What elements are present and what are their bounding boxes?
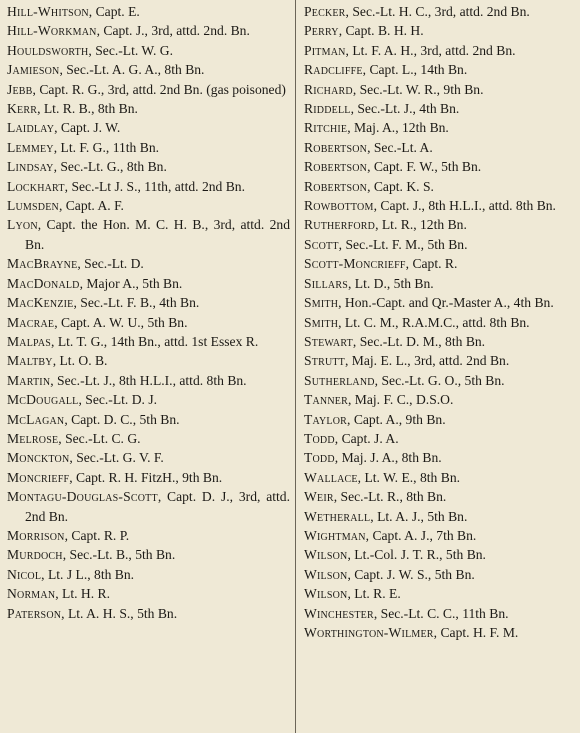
right-column xyxy=(304,2,577,642)
list-entry xyxy=(7,177,290,196)
entry-surname: Martin xyxy=(7,372,51,388)
entry-surname: Stewart xyxy=(304,333,353,349)
entry-detail: , Lt. C. M., R.A.M.C., attd. 8th Bn. xyxy=(338,314,530,330)
entry-detail: , Capt. A. J., 7th Bn. xyxy=(365,527,477,543)
list-entry xyxy=(304,2,577,21)
entry-surname: Laidlay xyxy=(7,120,55,136)
entry-detail: , Lt. F. A. H., 3rd, attd. 2nd Bn. xyxy=(345,42,516,58)
entry-detail: , Capt. J. W. S., 5th Bn. xyxy=(347,566,475,582)
entry-surname: Wilson xyxy=(304,566,348,582)
entry-detail: , Sec.-Lt. A. G. A., 8th Bn. xyxy=(59,62,205,78)
list-entry xyxy=(7,448,290,467)
entry-surname: Wilson xyxy=(304,586,348,602)
entry-surname: Monckton xyxy=(7,450,70,466)
list-entry xyxy=(7,526,290,545)
entry-surname: Scott xyxy=(304,236,339,252)
list-entry xyxy=(7,565,290,584)
entry-surname: Ritchie xyxy=(304,120,348,136)
entry-surname: Murdoch xyxy=(7,547,63,563)
entry-surname: Hill-Whitson xyxy=(7,4,89,19)
entry-surname: Weir xyxy=(304,489,334,505)
entry-detail: , Sec.-Lt. A. xyxy=(367,139,433,155)
entry-surname: McDougall xyxy=(7,392,79,408)
entry-detail: , Capt. B. H. H. xyxy=(338,23,424,39)
list-entry xyxy=(7,545,290,564)
list-entry xyxy=(7,99,290,118)
entry-surname: Wetherall xyxy=(304,508,371,524)
list-entry xyxy=(304,293,577,312)
entry-detail: , Capt. J., 8th H.L.I., attd. 8th Bn. xyxy=(373,198,556,214)
list-entry xyxy=(7,80,290,99)
entry-surname: Wightman xyxy=(304,527,366,543)
list-entry xyxy=(7,274,290,293)
entry-detail: , Sec.-Lt. B., 5th Bn. xyxy=(62,547,176,563)
entry-surname: Montagu-Douglas-Scott xyxy=(7,489,158,505)
list-entry xyxy=(304,196,577,215)
entry-surname: McLagan xyxy=(7,411,65,427)
entry-surname: Rutherford xyxy=(304,217,376,233)
list-entry xyxy=(304,623,577,642)
list-entry xyxy=(7,332,290,351)
list-entry xyxy=(7,41,290,60)
entry-surname: Riddell xyxy=(304,101,351,117)
entry-detail: , Sec.-Lt J. S., 11th, attd. 2nd Bn. xyxy=(64,178,246,194)
list-entry xyxy=(304,60,577,79)
entry-detail: , Lt.-Col. J. T. R., 5th Bn. xyxy=(347,547,486,563)
entry-surname: MacBrayne xyxy=(7,256,78,272)
entry-surname: Scott-Moncrieff xyxy=(304,256,406,272)
entry-surname: Lyon xyxy=(7,217,38,233)
entry-detail: , Capt. E. xyxy=(88,4,140,19)
entry-surname: Hill-Workman xyxy=(7,23,97,39)
entry-detail: , Sec.-Lt. D. xyxy=(77,256,144,272)
entry-surname: Malpas xyxy=(7,333,52,349)
entry-detail: , Maj. E. L., 3rd, attd. 2nd Bn. xyxy=(344,353,510,369)
entry-detail: , Major A., 5th Bn. xyxy=(79,275,183,291)
entry-surname: Perry xyxy=(304,23,339,39)
entry-surname: Houldsworth xyxy=(7,42,89,58)
entry-surname: Winchester xyxy=(304,605,374,621)
entry-surname: MacKenzie xyxy=(7,295,74,311)
list-entry xyxy=(304,526,577,545)
entry-surname: MacDonald xyxy=(7,275,80,291)
entry-detail: , Lt. R. E. xyxy=(347,586,401,602)
list-entry xyxy=(304,235,577,254)
entry-surname: Pitman xyxy=(304,42,346,58)
entry-detail: , Sec.-Lt. J., 4th Bn. xyxy=(350,101,460,117)
list-entry xyxy=(7,215,290,254)
list-entry xyxy=(7,157,290,176)
entry-detail: , Lt. R. B., 8th Bn. xyxy=(37,101,138,117)
entry-detail: , Lt. O. B. xyxy=(52,353,108,369)
list-entry xyxy=(304,332,577,351)
list-entry xyxy=(304,604,577,623)
entry-detail: , Capt. H. F. M. xyxy=(433,625,519,640)
entry-surname: Norman xyxy=(7,586,56,602)
entry-surname: Nicol xyxy=(7,566,42,582)
entry-detail: , Lt. A. J., 5th Bn. xyxy=(370,508,468,524)
entry-surname: Worthington-Wilmer xyxy=(304,625,434,640)
entry-detail: , Capt. L., 14th Bn. xyxy=(362,62,468,78)
entry-surname: Todd xyxy=(304,430,335,446)
entry-detail: , Lt. A. H. S., 5th Bn. xyxy=(61,605,178,621)
entry-surname: Kerr xyxy=(7,101,38,117)
entry-surname: Tanner xyxy=(304,392,348,408)
list-entry xyxy=(7,2,290,21)
entry-detail: , Sec.-Lt. G., 8th Bn. xyxy=(53,159,167,175)
entry-detail: , Capt. A. W. U., 5th Bn. xyxy=(54,314,188,330)
entry-detail: , Sec.-Lt. D. M., 8th Bn. xyxy=(352,333,486,349)
entry-surname: Macrae xyxy=(7,314,55,330)
list-entry xyxy=(304,80,577,99)
list-entry xyxy=(304,177,577,196)
list-entry xyxy=(304,21,577,40)
list-entry xyxy=(7,390,290,409)
entry-detail: , Capt. R. G., 3rd, attd. 2nd Bn. (gas poisoned) xyxy=(32,81,286,97)
entry-surname: Paterson xyxy=(7,605,62,621)
entry-surname: Smith xyxy=(304,295,339,311)
entry-detail: , Sec.-Lt. D. J. xyxy=(78,392,158,408)
entry-surname: Wilson xyxy=(304,547,348,563)
entry-detail: , Maj. A., 12th Bn. xyxy=(347,120,449,136)
list-entry xyxy=(7,293,290,312)
entry-surname: Rowbottom xyxy=(304,198,374,214)
list-entry xyxy=(7,313,290,332)
entry-detail: , Capt. D. J., 3rd, attd. 2nd Bn. xyxy=(25,489,290,524)
entry-surname: Robertson xyxy=(304,178,368,194)
list-entry xyxy=(304,545,577,564)
entry-surname: Sillars xyxy=(304,275,348,291)
list-entry xyxy=(304,41,577,60)
entry-detail: , Maj. F. C., D.S.O. xyxy=(347,392,454,408)
entry-surname: Lindsay xyxy=(7,159,54,175)
list-entry xyxy=(304,157,577,176)
entry-detail: , Capt. the Hon. M. C. H. B., 3rd, attd. 2nd Bn. xyxy=(25,217,290,252)
list-entry xyxy=(7,604,290,623)
list-entry xyxy=(304,468,577,487)
entry-detail: , Sec.-Lt. R., 8th Bn. xyxy=(333,489,447,505)
entry-surname: Todd xyxy=(304,450,335,466)
entry-detail: , Sec.-Lt. G. O., 5th Bn. xyxy=(374,372,505,388)
entry-detail: , Sec.-Lt. C. C., 11th Bn. xyxy=(373,605,509,621)
entry-detail: , Hon.-Capt. and Qr.-Master A., 4th Bn. xyxy=(338,295,554,311)
entry-detail: , Sec.-Lt. H. C., 3rd, attd. 2nd Bn. xyxy=(345,4,530,19)
list-entry xyxy=(304,584,577,603)
entry-detail: , Sec.-Lt. W. R., 9th Bn. xyxy=(352,81,484,97)
list-entry xyxy=(304,351,577,370)
list-entry xyxy=(304,448,577,467)
list-entry xyxy=(304,215,577,234)
entry-detail: , Sec.-Lt. G. V. F. xyxy=(69,450,164,466)
list-entry xyxy=(304,371,577,390)
entry-detail: , Capt. R. P. xyxy=(64,527,130,543)
entry-detail: , Capt. J. A. xyxy=(334,430,399,446)
entry-surname: Moncrieff xyxy=(7,469,70,485)
entry-detail: , Capt. A. F. xyxy=(58,198,124,214)
list-entry xyxy=(7,410,290,429)
entry-detail: , Sec.-Lt. F. M., 5th Bn. xyxy=(338,236,468,252)
entry-detail: , Sec.-Lt. W. G. xyxy=(88,42,173,58)
list-entry xyxy=(304,274,577,293)
entry-detail: , Lt. T. G., 14th Bn., attd. 1st Essex R. xyxy=(51,333,259,349)
list-entry xyxy=(7,371,290,390)
entry-detail: , Capt. A., 9th Bn. xyxy=(347,411,446,427)
entry-surname: Wallace xyxy=(304,469,358,485)
list-entry xyxy=(304,390,577,409)
entry-detail: , Lt. R., 12th Bn. xyxy=(375,217,467,233)
entry-surname: Radcliffe xyxy=(304,62,363,78)
entry-detail: , Capt. J., 3rd, attd. 2nd. Bn. xyxy=(96,23,250,39)
list-entry xyxy=(7,351,290,370)
entry-surname: Richard xyxy=(304,81,353,97)
list-entry xyxy=(304,99,577,118)
entry-surname: Lockhart xyxy=(7,178,65,194)
entry-surname: Lemmey xyxy=(7,139,54,155)
entry-detail: , Capt. D. C., 5th Bn. xyxy=(64,411,180,427)
entry-surname: Smith xyxy=(304,314,339,330)
entry-surname: Strutt xyxy=(304,353,345,369)
entry-detail: , Lt. W. E., 8th Bn. xyxy=(357,469,461,485)
list-entry xyxy=(304,118,577,137)
entry-detail: , Capt. J. W. xyxy=(54,120,121,136)
list-entry xyxy=(304,507,577,526)
left-column xyxy=(7,2,290,623)
list-entry xyxy=(7,254,290,273)
entry-detail: , Lt. F. G., 11th Bn. xyxy=(53,139,160,155)
entry-surname: Jamieson xyxy=(7,62,60,78)
list-entry xyxy=(7,196,290,215)
entry-detail: , Lt. H. R. xyxy=(55,586,111,602)
entry-detail: , Capt. R. H. FitzH., 9th Bn. xyxy=(69,469,223,485)
entry-detail: , Sec.-Lt. C. G. xyxy=(58,430,141,446)
list-entry xyxy=(304,138,577,157)
list-entry xyxy=(7,21,290,40)
entry-detail: , Lt. J L., 8th Bn. xyxy=(41,566,135,582)
list-entry xyxy=(304,254,577,273)
entry-surname: Jebb xyxy=(7,81,33,97)
entry-surname: Taylor xyxy=(304,411,348,427)
column-divider xyxy=(295,0,296,733)
list-entry xyxy=(7,429,290,448)
list-entry xyxy=(304,487,577,506)
list-entry xyxy=(304,565,577,584)
entry-surname: Morrison xyxy=(7,527,65,543)
entry-surname: Pecker xyxy=(304,4,346,19)
entry-surname: Robertson xyxy=(304,159,368,175)
entry-detail: , Sec.-Lt. J., 8th H.L.I., attd. 8th Bn. xyxy=(50,372,247,388)
entry-detail: , Capt. F. W., 5th Bn. xyxy=(367,159,482,175)
entry-surname: Robertson xyxy=(304,139,368,155)
entry-surname: Sutherland xyxy=(304,372,375,388)
list-entry xyxy=(7,468,290,487)
entry-surname: Melrose xyxy=(7,430,59,446)
list-entry xyxy=(7,138,290,157)
entry-detail: , Maj. J. A., 8th Bn. xyxy=(334,450,442,466)
entry-detail: , Lt. D., 5th Bn. xyxy=(347,275,434,291)
entry-detail: , Capt. K. S. xyxy=(367,178,434,194)
list-entry xyxy=(7,584,290,603)
list-entry xyxy=(7,118,290,137)
entry-surname: Maltby xyxy=(7,353,53,369)
list-entry xyxy=(304,429,577,448)
list-entry xyxy=(7,487,290,526)
list-entry xyxy=(304,313,577,332)
list-entry xyxy=(7,60,290,79)
entry-surname: Lumsden xyxy=(7,198,59,214)
list-entry xyxy=(304,410,577,429)
entry-detail: , Sec.-Lt. F. B., 4th Bn. xyxy=(73,295,200,311)
entry-detail: , Capt. R. xyxy=(405,256,458,272)
